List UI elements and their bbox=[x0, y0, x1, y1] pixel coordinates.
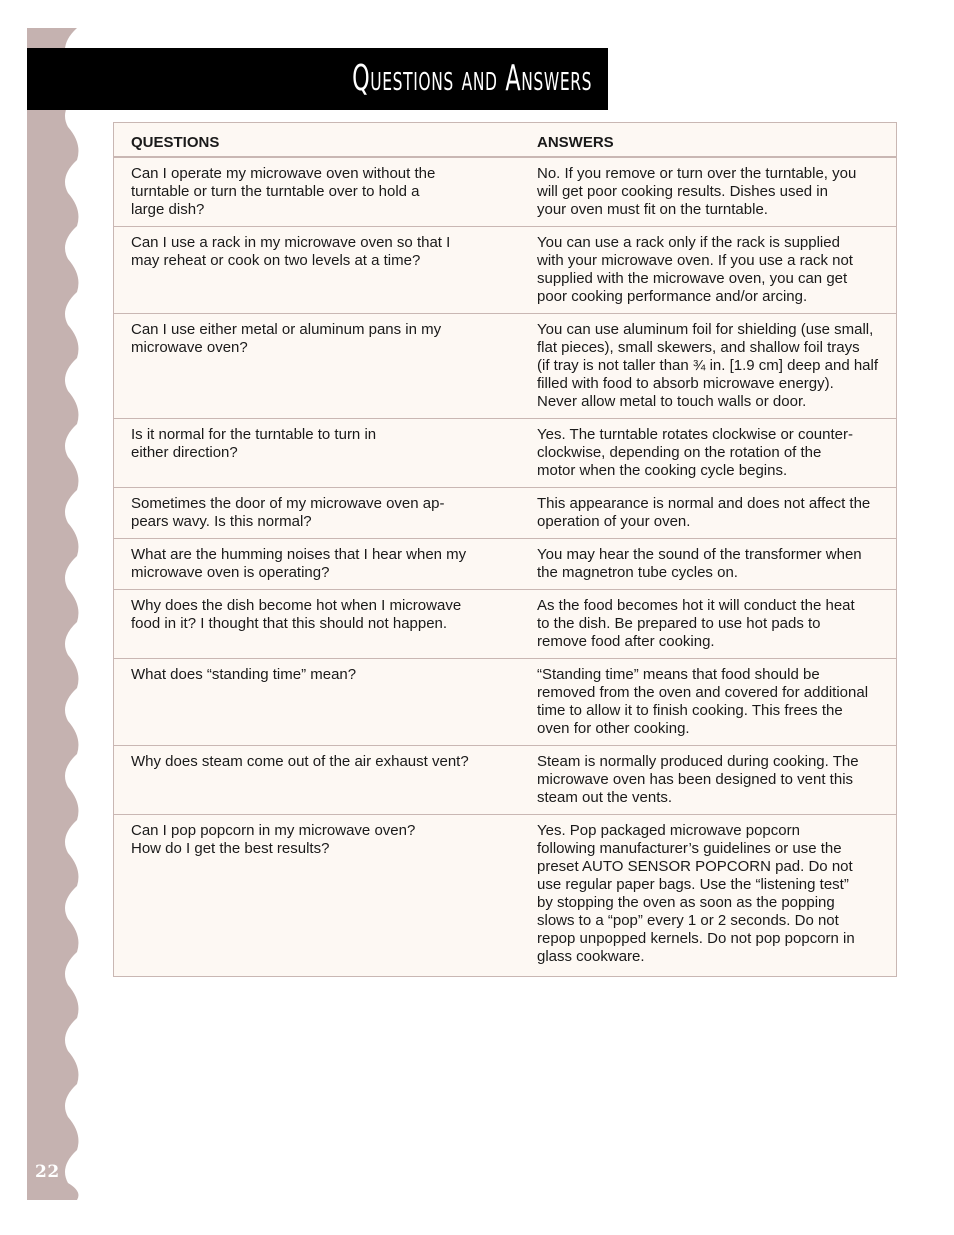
answer-cell bbox=[520, 314, 897, 419]
table-row bbox=[114, 157, 897, 227]
answer-cell bbox=[520, 419, 897, 488]
table-row bbox=[114, 659, 897, 746]
page-number: 22 bbox=[35, 1162, 60, 1182]
question-text: What are the humming noises that I hear when my microwave oven is operating? bbox=[131, 546, 467, 581]
question-cell bbox=[114, 539, 521, 590]
table-row bbox=[114, 539, 897, 590]
question-cell bbox=[114, 590, 521, 659]
questions-header: QUESTIONS bbox=[114, 123, 521, 158]
table-header-row bbox=[114, 123, 897, 158]
answer-cell bbox=[520, 815, 897, 977]
answer-text: This appearance is normal and does not affect the operation of your oven. bbox=[537, 495, 871, 530]
answer-cell bbox=[520, 659, 897, 746]
question-cell bbox=[114, 419, 521, 488]
table-row bbox=[114, 419, 897, 488]
answer-text: No. If you remove or turn over the turntable, you will get poor cooking results. Dishes used in your oven must fit on the turntable. bbox=[537, 165, 857, 218]
answer-cell bbox=[520, 746, 897, 815]
question-text: Is it normal for the turntable to turn in either direction? bbox=[131, 426, 377, 461]
answer-text: Yes. The turntable rotates clockwise or counter- clockwise, depending on the rotation of the motor when the cooking cycle begins. bbox=[537, 426, 853, 479]
question-text: Can I use either metal or aluminum pans in my microwave oven? bbox=[131, 321, 442, 356]
table-row bbox=[114, 488, 897, 539]
question-cell bbox=[114, 488, 521, 539]
answer-cell bbox=[520, 488, 897, 539]
answer-cell bbox=[520, 227, 897, 314]
question-text: Why does steam come out of the air exhaust vent? bbox=[131, 753, 469, 770]
table-row bbox=[114, 227, 897, 314]
answer-text: As the food becomes hot it will conduct the heat to the dish. Be prepared to use hot pads to remove food after cooking. bbox=[537, 597, 855, 650]
question-text: Can I use a rack in my microwave oven so that I may reheat or cook on two levels at a time? bbox=[131, 234, 451, 269]
table-row bbox=[114, 815, 897, 977]
answer-text: You can use a rack only if the rack is supplied with your microwave oven. If you use a rack not supplied with the microwave oven, you can get poor cooking performance and/or arcing. bbox=[537, 234, 853, 305]
question-cell bbox=[114, 659, 521, 746]
question-text: Can I pop popcorn in my microwave oven? How do I get the best results? bbox=[131, 822, 416, 857]
question-text: Can I operate my microwave oven without the turntable or turn the turntable over to hold a large dish? bbox=[131, 165, 436, 218]
table-row bbox=[114, 746, 897, 815]
answer-text: Yes. Pop packaged microwave popcorn following manufacturer’s guidelines or use the preset AUTO SENSOR POPCORN pad. Do not use regular paper bags. Use the “listening test” by stopping the oven as soon as the popping slows to a “pop” every 1 or 2 seconds. Do not repop unpopped kernels. Do not pop popcorn in glass cookware. bbox=[537, 822, 855, 965]
question-text: Why does the dish become hot when I microwave food in it? I thought that this should not happen. bbox=[131, 597, 462, 632]
decorative-side-strip bbox=[27, 28, 83, 1200]
answer-text: “Standing time” means that food should be removed from the oven and covered for additional time to allow it to finish cooking. This frees the oven for other cooking. bbox=[537, 666, 869, 737]
qa-table-body bbox=[114, 157, 897, 977]
question-cell bbox=[114, 227, 521, 314]
question-text: What does “standing time” mean? bbox=[131, 666, 357, 683]
answer-text: Steam is normally produced during cooking. The microwave oven has been designed to vent this steam out the vents. bbox=[537, 753, 859, 806]
question-cell bbox=[114, 157, 521, 227]
answer-text: You may hear the sound of the transformer when the magnetron tube cycles on. bbox=[537, 546, 862, 581]
answer-cell bbox=[520, 590, 897, 659]
question-text: Sometimes the door of my microwave oven ap- pears wavy. Is this normal? bbox=[131, 495, 445, 530]
table-row bbox=[114, 590, 897, 659]
answer-cell bbox=[520, 539, 897, 590]
question-cell bbox=[114, 746, 521, 815]
qa-table bbox=[113, 122, 897, 977]
answer-text: You can use aluminum foil for shielding (use small, flat pieces), small skewers, and shallow foil trays (if tray is not taller than ¾ in. [1.9 cm] deep and half filled with food to absorb microwave energy). Never allow metal to touch walls or door. bbox=[537, 321, 879, 410]
title-bar bbox=[27, 48, 608, 110]
answer-cell bbox=[520, 157, 897, 227]
page-title: Questions and Answers bbox=[352, 58, 592, 99]
question-cell bbox=[114, 314, 521, 419]
answers-header: ANSWERS bbox=[520, 123, 897, 158]
table-row bbox=[114, 314, 897, 419]
wavy-strip-graphic bbox=[27, 28, 83, 1200]
question-cell bbox=[114, 815, 521, 977]
